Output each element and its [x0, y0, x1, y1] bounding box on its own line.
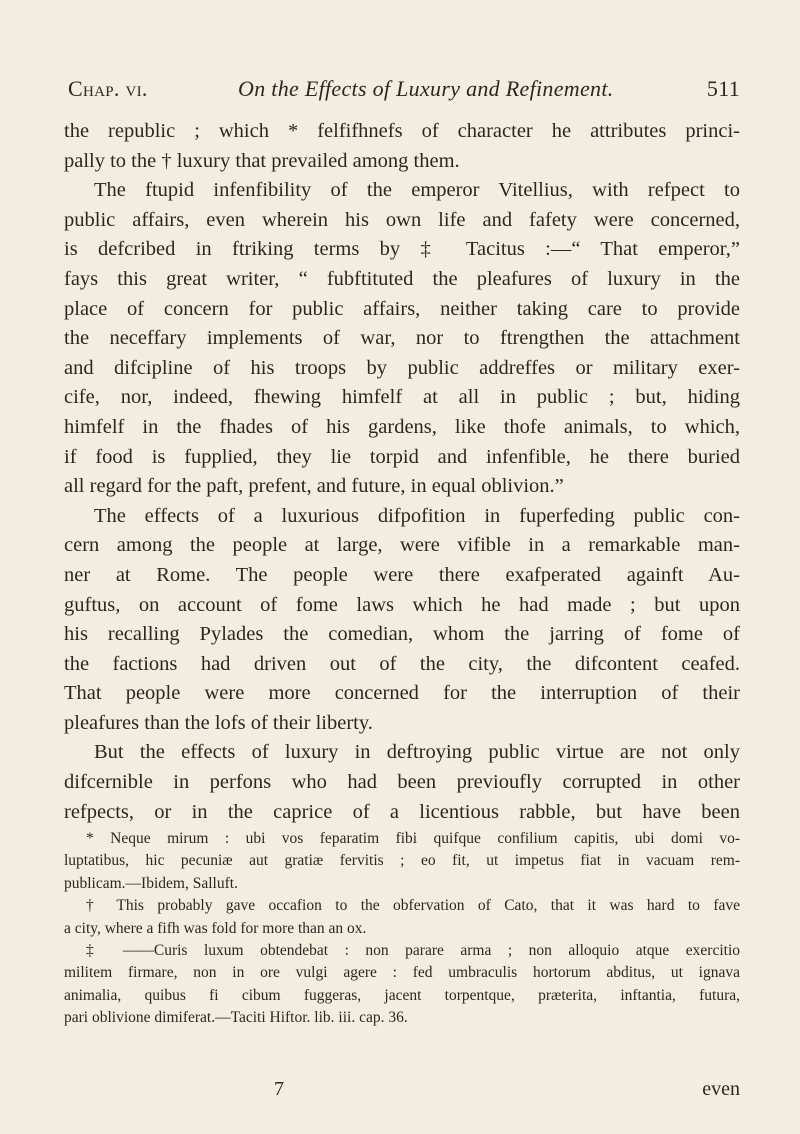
footnote-line: ‡ ——Curis luxum obtendebat : non parare arma ; non alloquio atque exercitio — [86, 941, 740, 959]
main-text — [64, 117, 740, 827]
text-line: place of concern for public affairs, neither taking care to provide — [64, 297, 740, 320]
text-line: The ftupid infenfibility of the emperor Vitellius, with refpect to — [94, 179, 740, 202]
footnote-line: publicam.—Ibidem, Salluft. — [64, 874, 238, 892]
text-line: ner at Rome. The people were there exafperated againft Au- — [64, 563, 740, 586]
text-line: public affairs, even wherein his own life and fafety were concerned, — [64, 208, 740, 231]
text-line: cife, nor, indeed, fhewing himfelf at all in public ; but, hiding — [64, 386, 740, 409]
text-line: his recalling Pylades the comedian, whom the jarring of fome of — [64, 623, 740, 646]
text-line: if food is fupplied, they lie torpid and infenfible, he there buried — [64, 445, 740, 468]
text-line: refpects, or in the caprice of a licentious rabble, but have been — [64, 800, 740, 823]
footnote-line: pari oblivione dimiferat.—Taciti Hiftor. lib. iii. cap. 36. — [64, 1009, 408, 1027]
running-title: On the Effects of Luxury and Refinement. — [238, 76, 614, 101]
footnote-line: animalia, quibus fi cibum fuggeras, jacent torpentque, præterita, inftantia, futura, — [64, 986, 740, 1004]
text-line: is defcribed in ftriking terms by ‡ Tacitus :—“ That emperor,” — [64, 238, 740, 261]
footnote-line: † This probably gave occafion to the obfervation of Cato, that it was hard to fave — [86, 897, 740, 915]
text-line: But the effects of luxury in deftroying public virtue are not only — [94, 741, 740, 764]
running-head — [64, 76, 740, 106]
text-line: the neceffary implements of war, nor to ftrengthen the attachment — [64, 327, 740, 350]
text-line: That people were more concerned for the interruption of their — [64, 682, 740, 705]
text-line: all regard for the paft, prefent, and future, in equal oblivion.” — [64, 475, 564, 498]
text-line: guftus, on account of fome laws which he had made ; but upon — [64, 593, 740, 616]
footnotes — [64, 828, 740, 1030]
text-line: The effects of a luxurious difpofition in fuperfeding public con- — [94, 504, 740, 527]
footnote-line: * Neque mirum : ubi vos feparatim fibi quifque confilium capitis, ubi domi vo- — [86, 830, 740, 847]
signature-mark: 7 — [274, 1078, 284, 1100]
text-line: the factions had driven out of the city, the difcontent ceafed. — [64, 652, 740, 675]
footnote-line: luptatibus, hic pecuniæ aut gratiæ fervitis ; eo fit, ut impetus fiat in vacuam rem- — [64, 852, 740, 870]
text-line: pally to the † luxury that prevailed among them. — [64, 149, 460, 172]
text-line: himfelf in the fhades of his gardens, like thofe animals, to which, — [64, 415, 740, 438]
page-number: 511 — [706, 76, 740, 101]
footnote-line: a city, where a fifh was fold for more than an ox. — [64, 919, 367, 937]
text-line: pleafures than the lofs of their liberty. — [64, 711, 373, 734]
text-line: the republic ; which * felfifhnefs of character he attributes princi- — [64, 120, 740, 142]
text-line: fays this great writer, “ fubftituted the pleafures of luxury in the — [64, 267, 740, 290]
text-line: and difcipline of his troops by public addreffes or military exer- — [64, 356, 740, 379]
footnote-line: militem firmare, non in ore vulgi agere : fed umbraculis hortorum abditus, ut ignava — [64, 964, 740, 982]
text-line: cern among the people at large, were vifible in a remarkable man- — [64, 534, 740, 557]
chapter-label: Chap. vi. — [68, 76, 148, 101]
text-line: difcernible in perfons who had been previoufly corrupted in other — [64, 771, 740, 794]
catchword: even — [702, 1078, 740, 1100]
